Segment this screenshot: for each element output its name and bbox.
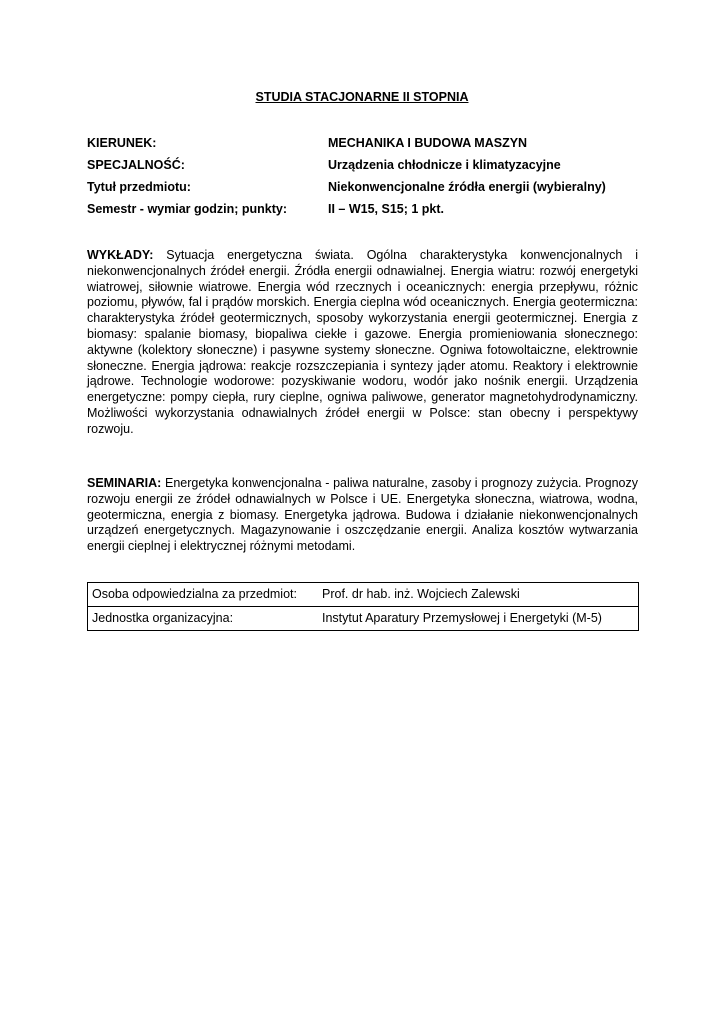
- organizational-unit-value: Instytut Aparatury Przemysłowej i Energetyki (M-5): [318, 607, 639, 631]
- info-label: KIERUNEK:: [87, 136, 157, 150]
- seminars-section: [87, 476, 638, 555]
- info-label: SPECJALNOŚĆ:: [87, 158, 185, 172]
- info-label: Tytuł przedmiotu:: [87, 180, 191, 194]
- info-label: Semestr - wymiar godzin; punkty:: [87, 202, 288, 216]
- info-value: II – W15, S15; 1 pkt.: [328, 202, 445, 216]
- table-row: [88, 607, 639, 631]
- organizational-unit-label: Jednostka organizacyjna:: [88, 607, 319, 631]
- lectures-heading: WYKŁADY:: [87, 248, 154, 262]
- info-value: Niekonwencjonalne źródła energii (wybieralny): [328, 180, 606, 194]
- responsible-person-value: Prof. dr hab. inż. Wojciech Zalewski: [318, 583, 639, 607]
- responsible-person-label: Osoba odpowiedzialna za przedmiot:: [88, 583, 319, 607]
- lectures-text: Sytuacja energetyczna świata. Ogólna charakterystyka konwencjonalnych i niekonwencjonalnych źródeł energii. Źródła energii odnawialnej. Energia wiatru: rozwój energetyki wiatrowej, siłownie wiatrowe. Energia wód rzecznych i oceanicznych: energia przepływu, różnic poziomu, pływów, fal i prądów morskich. Energia cieplna wód oceanicznych. Energia geotermiczna: charakterystyka źródeł geotermicznych, sposoby wykorzystania energii geotermicznej. Energia z biomasy: spalanie biomasy, biopaliwa ciekłe i gazowe. Energia promieniowania słonecznego: aktywne (kolektory słoneczne) i pasywne systemy słoneczne. Ogniwa fotowoltaiczne, elektrownie słoneczne. Energia jądrowa: reakcje rozszczepiania i syntezy jąder atomu. Reaktory i elektrownie jądrowe. Technologie wodorowe: pozyskiwanie wodoru, wodór jako nośnik energii. Urządzenia energetyczne: pompy ciepła, rury cieplne, ogniwa paliwowe, generator magnetohydrodynamiczny. Możliwości wykorzystania odnawialnych źródeł energii w Polsce: stan obecny i perspektywy rozwoju.: [87, 248, 638, 436]
- responsibility-table: [87, 582, 639, 631]
- seminars-heading: SEMINARIA:: [87, 476, 162, 490]
- info-row-semester: [87, 201, 647, 223]
- info-row-specialty: [87, 157, 647, 179]
- seminars-text: Energetyka konwencjonalna - paliwa naturalne, zasoby i prognozy zużycia. Prognozy rozwoju energii ze źródeł odnawialnych w Polsce i UE. Energetyka słoneczna, wiatrowa, wodna, geotermiczna, energia z biomasy. Energetyka jądrowa. Budowa i działanie niekonwencjonalnych urządzeń energetycznych. Magazynowanie i oszczędzanie energii. Analiza kosztów wytwarzania energii cieplnej i elektrycznej różnymi metodami.: [87, 476, 638, 554]
- info-value: MECHANIKA I BUDOWA MASZYN: [328, 136, 528, 150]
- info-value: Urządzenia chłodnicze i klimatyzacyjne: [328, 158, 561, 172]
- table-row: [88, 583, 639, 607]
- info-row-field: [87, 135, 647, 157]
- course-info: [87, 135, 647, 223]
- document-title: STUDIA STACJONARNE II STOPNIA: [255, 90, 469, 104]
- info-row-course-title: [87, 179, 647, 201]
- lectures-section: [87, 248, 638, 438]
